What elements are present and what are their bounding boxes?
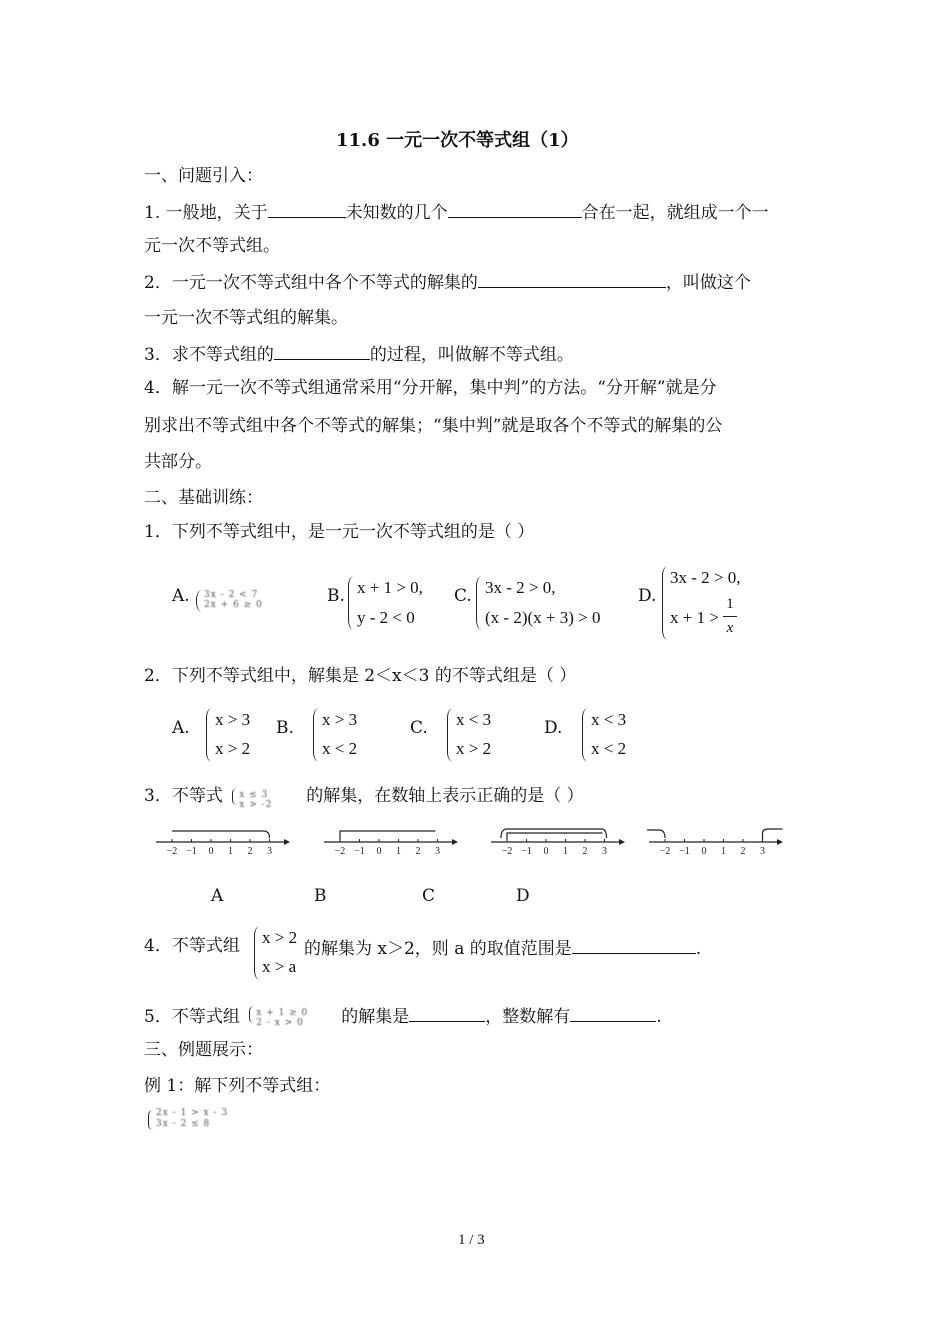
tick-label-c-3: 1 bbox=[563, 846, 568, 857]
tick-label-c-4: 2 bbox=[582, 846, 588, 857]
s1-q2-line2: 一元一次不等式组的解集。 bbox=[144, 308, 348, 328]
s2-q3-label-b: B bbox=[314, 886, 327, 906]
s2-q3-stem: 3．不等式 x ≤ 3 x > -2 的解集，在数轴上表示正确的是（ ） bbox=[144, 786, 584, 810]
s1-q3: 3．求不等式组的 的过程，叫做解不等式组。 bbox=[144, 342, 574, 365]
s2-q2-option-b-system: x > 3 x < 2 bbox=[313, 708, 373, 764]
tick-label-c-2: 0 bbox=[543, 846, 549, 857]
tick-label-a-5: 3 bbox=[267, 846, 272, 857]
interval-d-left bbox=[647, 830, 665, 838]
interval-c-inner bbox=[507, 833, 603, 840]
s2-q2-stem: 2．下列不等式组中，解集是 2＜x＜3 的不等式组是（ ） bbox=[144, 666, 577, 686]
interval-a bbox=[172, 831, 270, 838]
page-number: 1 / 3 bbox=[458, 1232, 485, 1248]
s2-q2-option-d-label: D. bbox=[544, 718, 563, 738]
s2-q3-label-c: C bbox=[422, 886, 436, 906]
tick-label-a-1: −1 bbox=[186, 846, 197, 857]
number-line-c bbox=[491, 829, 625, 857]
number-line-options bbox=[150, 820, 810, 864]
s2-q2-option-a-label: A. bbox=[172, 718, 190, 738]
s3-example1: 例 1：解下列不等式组： bbox=[144, 1076, 331, 1096]
s2-q2-option-a-system: x > 3 x > 2 bbox=[206, 708, 266, 764]
tick-label-b-2: 0 bbox=[376, 846, 382, 857]
tick-label-b-5: 3 bbox=[435, 846, 440, 857]
s2-q2-option-c-system: x < 3 x > 2 bbox=[447, 708, 507, 764]
tick-label-d-2: 0 bbox=[701, 846, 707, 857]
s2-q4-system: x > 2 x > a bbox=[254, 926, 304, 982]
number-line-d bbox=[647, 829, 783, 857]
s2-q1-stem: 1．下列不等式组中，是一元一次不等式组的是（ ） bbox=[144, 522, 535, 542]
s2-q1-option-a-system: 3x - 2 < 7 2x + 6 ≥ 0 bbox=[196, 590, 316, 614]
s2-q1-option-b-label: B. bbox=[327, 586, 345, 606]
tick-label-c-0: −2 bbox=[501, 846, 513, 857]
section3-heading: 三、例题展示： bbox=[144, 1040, 263, 1060]
s2-q1-option-d-label: D. bbox=[638, 586, 657, 606]
s1-q4-line1: 4．解一元一次不等式组通常采用“分开解，集中判”的方法。“分开解”就是分 bbox=[144, 378, 717, 398]
tick-label-b-3: 1 bbox=[396, 846, 401, 857]
tick-label-a-4: 2 bbox=[247, 846, 253, 857]
tick-label-d-1: −1 bbox=[679, 846, 690, 857]
s3-example1-system: 2x - 1 > x - 3 3x - 2 ≤ 8 bbox=[148, 1108, 288, 1134]
tick-label-d-0: −2 bbox=[659, 846, 671, 857]
tick-label-b-1: −1 bbox=[354, 846, 365, 857]
interval-d-right bbox=[763, 829, 783, 840]
axis-arrow-b bbox=[452, 839, 458, 845]
axis-arrow-c bbox=[619, 839, 625, 845]
s1-q2-line1: 2．一元一次不等式组中各个不等式的解集的 ，叫做这个 bbox=[144, 270, 751, 293]
section1-heading: 一、问题引入： bbox=[144, 166, 263, 186]
s2-q5-system: x + 1 ≥ 0 2 - x > 0 bbox=[245, 1004, 341, 1024]
tick-label-d-5: 3 bbox=[760, 846, 765, 857]
tick-label-a-3: 1 bbox=[228, 846, 233, 857]
s2-q4-text-a: 4．不等式组 bbox=[144, 936, 240, 956]
s1-q1-line1: 1. 一般地，关于 未知数的几个 合在一起，就组成一个一 bbox=[144, 200, 769, 223]
tick-label-a-2: 0 bbox=[208, 846, 214, 857]
s2-q2-option-d-system: x < 3 x < 2 bbox=[582, 708, 642, 764]
axis-arrow-a bbox=[284, 839, 290, 845]
s1-q4-line3: 共部分。 bbox=[144, 452, 212, 472]
s2-q5: 5．不等式组 x + 1 ≥ 0 2 - x > 0 的解集是 ，整数解有 . bbox=[144, 1004, 662, 1027]
tick-label-c-5: 3 bbox=[602, 846, 607, 857]
s2-q3-system: x ≤ 3 x > -2 bbox=[228, 786, 306, 806]
s2-q2-option-c-label: C. bbox=[410, 718, 428, 738]
page-title: 11.6 一元一次不等式组（1） bbox=[336, 130, 579, 151]
s2-q1-option-c-system: 3x - 2 > 0, (x - 2)(x + 3) > 0 bbox=[476, 576, 626, 632]
number-line-b bbox=[324, 831, 458, 857]
tick-label-d-4: 2 bbox=[740, 846, 746, 857]
section2-heading: 二、基础训练： bbox=[144, 488, 263, 508]
s2-q1-option-c-label: C. bbox=[454, 586, 472, 606]
s1-q4-line2: 别求出不等式组中各个不等式的解集；“集中判”就是取各个不等式的解集的公 bbox=[144, 416, 723, 436]
tick-label-d-3: 1 bbox=[721, 846, 726, 857]
axis-arrow-d bbox=[777, 839, 783, 845]
s2-q3-label-d: D bbox=[516, 886, 530, 906]
s2-q3-label-a: A bbox=[211, 886, 224, 906]
tick-label-c-1: −1 bbox=[521, 846, 532, 857]
s2-q1-option-d-system: 3x - 2 > 0, x + 1 > 1 x bbox=[662, 566, 772, 642]
s2-q1-option-b-system: x + 1 > 0, y - 2 < 0 bbox=[348, 576, 438, 632]
tick-label-a-0: −2 bbox=[166, 846, 178, 857]
s2-q4-text-b: 的解集为 x＞2，则 a 的取值范围是 . bbox=[304, 936, 701, 959]
s1-q1-line2: 元一次不等式组。 bbox=[144, 236, 280, 256]
tick-label-b-0: −2 bbox=[334, 846, 346, 857]
s2-q1-option-a-label: A. bbox=[172, 586, 190, 606]
tick-label-b-4: 2 bbox=[415, 846, 421, 857]
s2-q2-option-b-label: B. bbox=[276, 718, 294, 738]
interval-b bbox=[340, 831, 436, 840]
number-line-a bbox=[156, 831, 290, 857]
